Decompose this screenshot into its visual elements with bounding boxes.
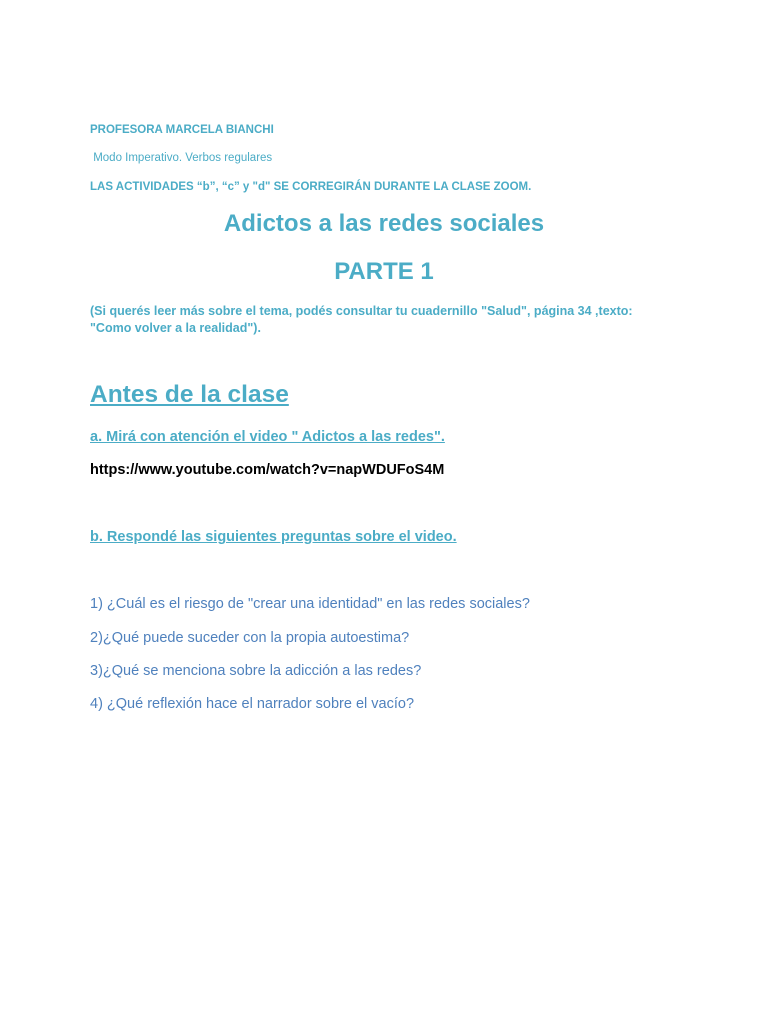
lesson-topic: Modo Imperativo. Verbos regulares (90, 152, 273, 164)
reference-note: (Si querés leer más sobre el tema, podés consultar tu cuadernillo "Salud", página 34 ,texto: "Como volver a la realidad"). (90, 304, 633, 335)
question-item: 4) ¿Qué reflexión hace el narrador sobre el vacío? (90, 696, 415, 712)
activity-b-instruction: b. Respondé las siguientes preguntas sobre el video. (90, 529, 457, 545)
part-heading: PARTE 1 (334, 258, 434, 285)
teacher-name: PROFESORA MARCELA BIANCHI (90, 124, 274, 136)
correction-notice: LAS ACTIVIDADES “b”, “c” y "d" SE CORREGIRÁN DURANTE LA CLASE ZOOM. (90, 181, 532, 193)
video-link[interactable]: https://www.youtube.com/watch?v=napWDUFoS4M (90, 462, 445, 478)
question-item: 3)¿Qué se menciona sobre la adicción a las redes? (90, 663, 422, 679)
activity-a-instruction: a. Mirá con atención el video " Adictos a las redes". (90, 429, 445, 445)
question-item: 2)¿Qué puede suceder con la propia autoestima? (90, 630, 410, 646)
document-title: Adictos a las redes sociales (223, 210, 545, 237)
question-item: 1) ¿Cuál es el riesgo de "crear una identidad" en las redes sociales? (90, 596, 530, 612)
section-heading: Antes de la clase (90, 381, 289, 408)
